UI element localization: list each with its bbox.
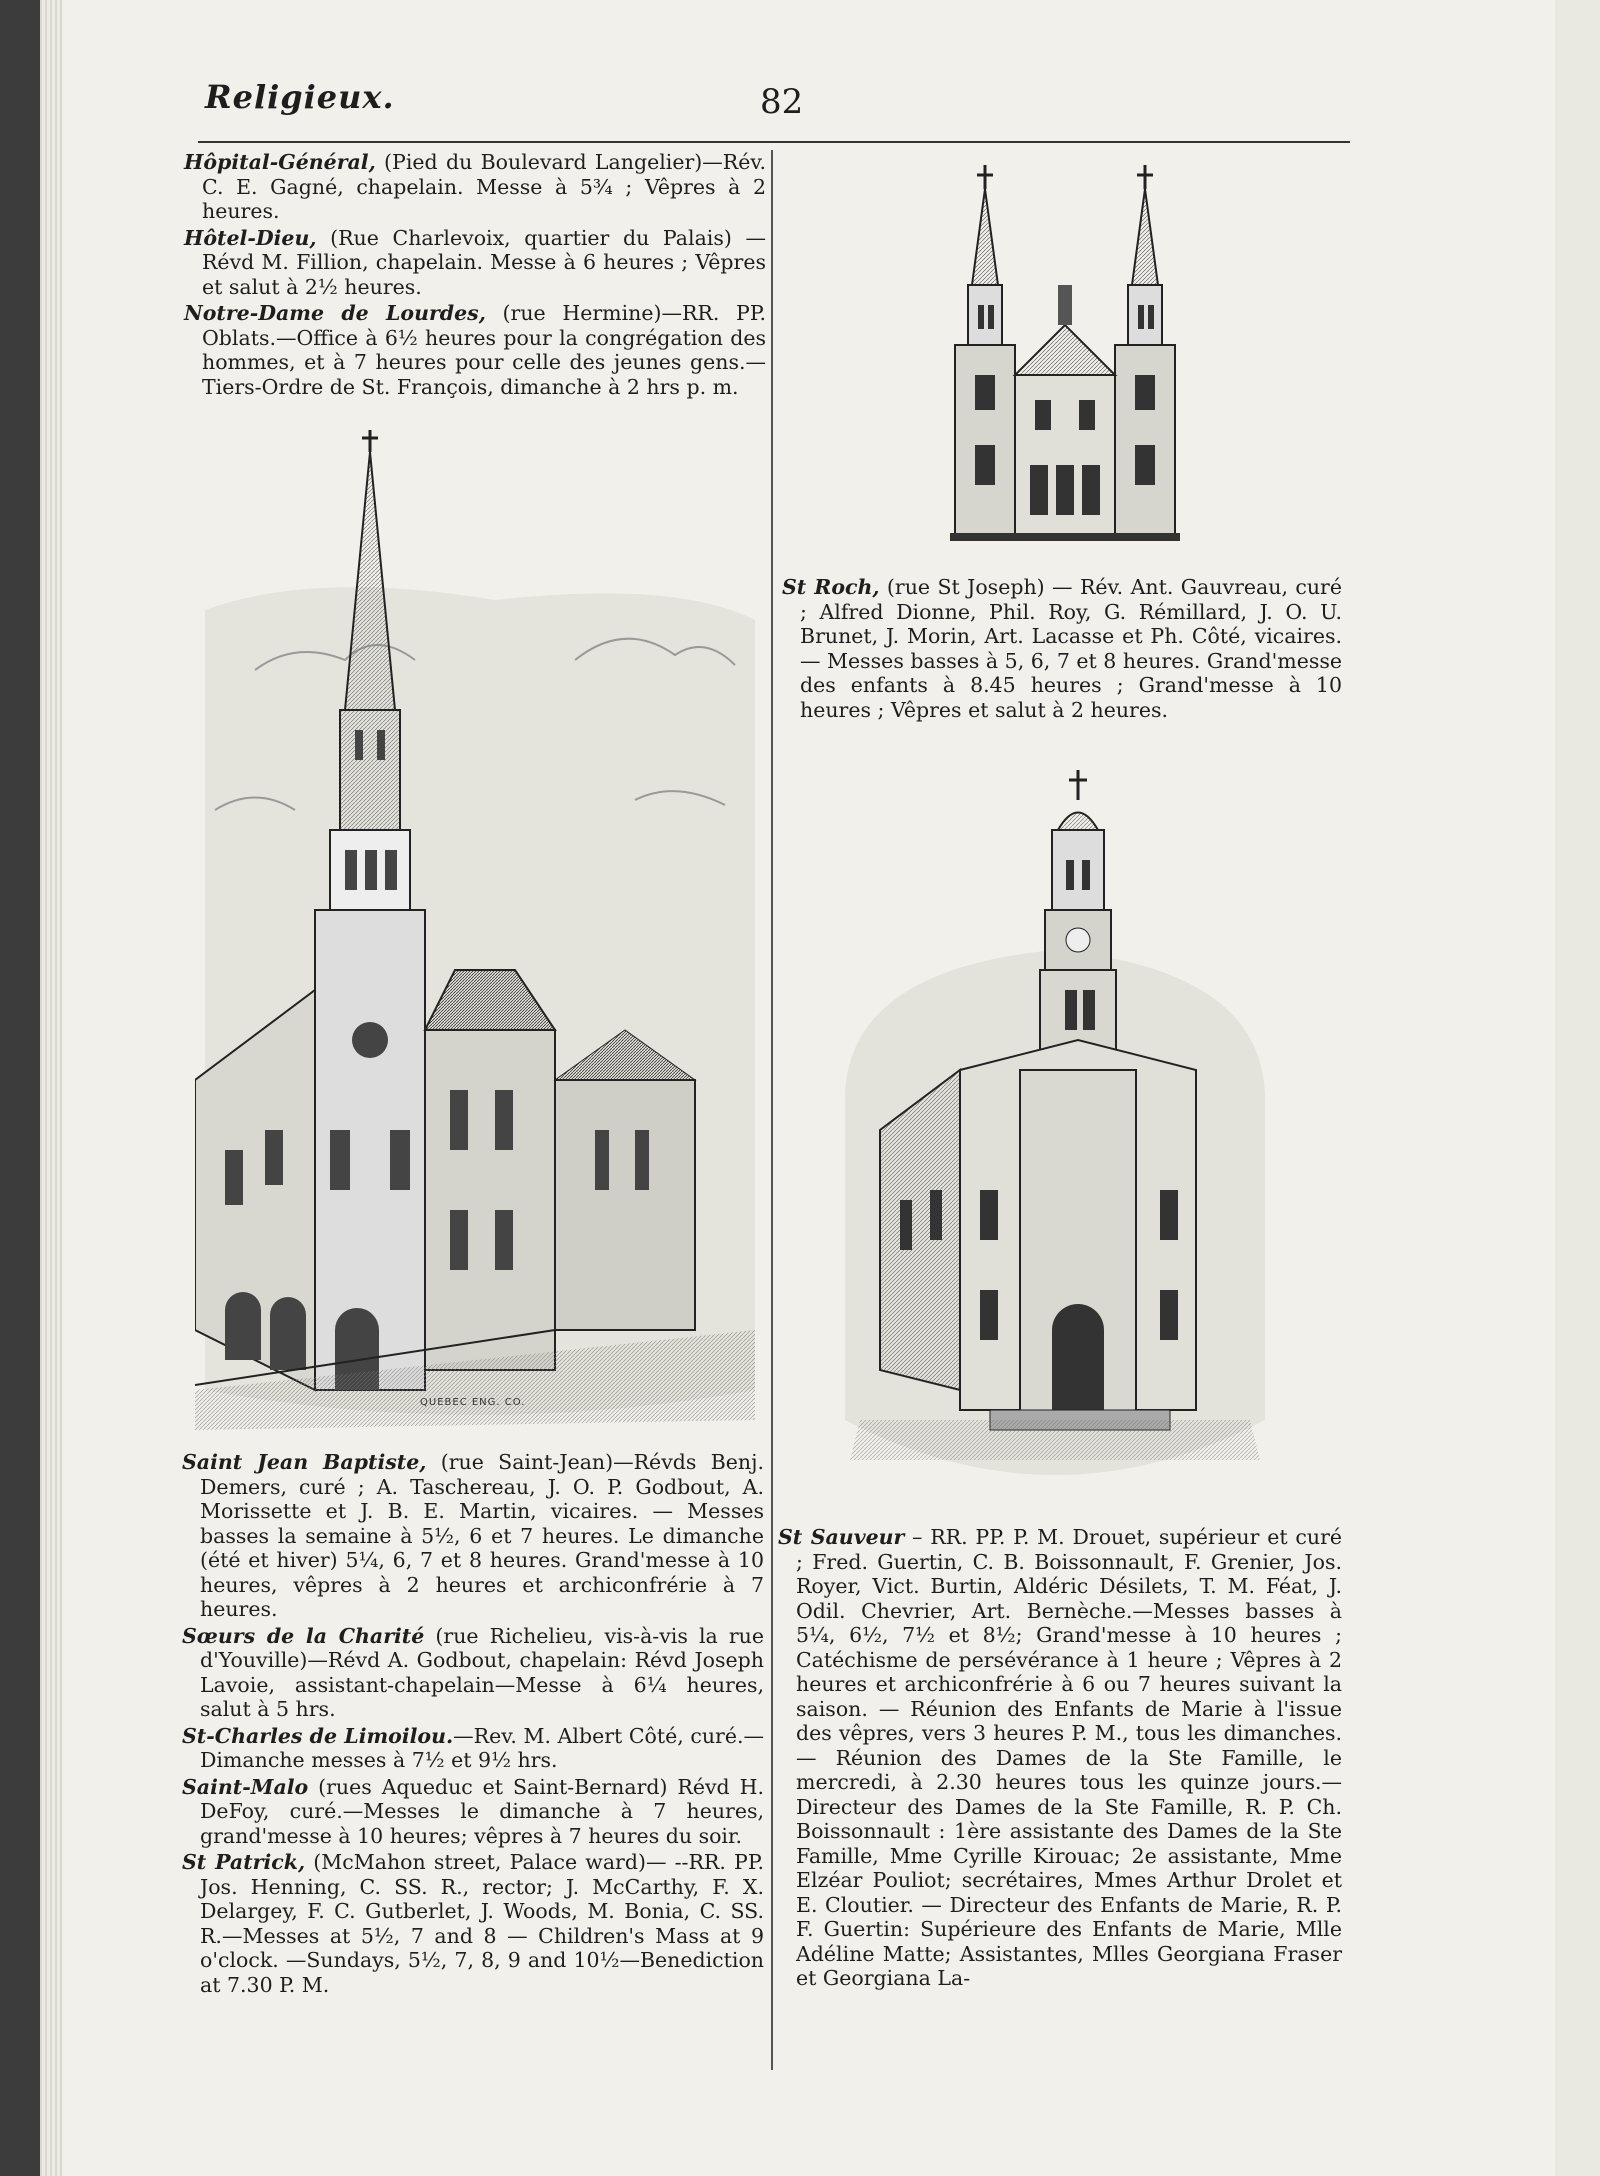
entry-saint-malo [182,1775,764,1849]
entry-text: (rue St Joseph) — Rév. Ant. Gauvreau, curé ; Alfred Dionne, Phil. Roy, G. Rémillard, J. O. U. Brunet, J. Morin, Art. Lacasse et Ph. Côté, vicaires. — Messes basses à 5, 6, 7 et 8 heures. Grand'messe des enfants à 8.45 heures ; Grand'messe à 10 heures ; Vêpres et salut à 2 heures. [800,575,1342,722]
entry-name: Saint Jean Baptiste, [182,1450,427,1474]
entry-text: —Rev. M. Albert Côté, curé.—Dimanche messes à 7½ et 9½ hrs. [200,1723,764,1772]
column-bottom-left [182,1450,764,1999]
entry-text: (rue Richelieu, vis-à-vis la rue d'Youville)—Révd A. Godbout, chapelain: Révd Joseph Lavoie, assistant-chapelain—Messe à 6¼ heures, salut à 5 hrs. [200,1623,764,1721]
entry-st-roch [782,575,1342,722]
entry-text: (rue Hermine)—RR. PP. Oblats.—Office à 6½ heures pour la congrégation des hommes, et à 7 heures pour celle des jeunes gens.—Tiers-Ordre de St. François, dimanche à 2 hrs p. m. [202,301,767,399]
entry-name: Saint-Malo [182,1774,309,1799]
entry-hotel-dieu [184,226,766,300]
st-sauveur-church-illustration [840,770,1270,1510]
column-divider [771,150,773,2070]
st-roch-church-illustration [930,165,1215,545]
page-margin-strip [1555,0,1600,2176]
entry-saint-jean-baptiste [182,1450,764,1622]
entry-soeurs-de-la-charite [182,1624,764,1722]
entry-st-sauveur [778,1525,1342,1991]
entry-text: (Pied du Boulevard Langelier)—Rév. C. E. Gagné, chapelain. Messe à 5¾ ; Vêpres à 2 heures. [202,150,766,223]
entry-name: Notre-Dame de Lourdes, [184,301,486,325]
entry-text: (rues Aqueduc et Saint-Bernard) Révd H. DeFoy, curé.—Messes le dimanche à 7 heures, grand'messe à 10 heures; vêpres à 7 heures du soir. [200,1774,764,1848]
entry-text: (rue Saint-Jean)—Révds Benj. Demers, curé ; A. Taschereau, J. O. P. Godbout, A. Morissette et J. B. E. Martin, vicaires. — Messes basses la semaine à 5½, 6 et 7 heures. Le dimanche (été et hiver) 5¼, 6, 7 et 8 heures. Grand'messe à 10 heures, vêpres à 2 heures et archiconfrérie à 7 heures. [200,1450,764,1621]
entry-text: (McMahon street, Palace ward)— --RR. PP. Jos. Henning, C. SS. R., rector; J. McCarthy, F. X. Delargey, F. C. Gutberlet, J. Woods, M. Bonia, C. SS. R.—Messes at 5½, 7 and 8 — Children's Mass at 9 o'clock. —Sundays, 5½, 7, 8, 9 and 10½—Benediction at 7.30 P. M. [200,1850,764,1997]
entry-name: St Sauveur [778,1525,905,1549]
saint-jean-baptiste-church-illustration [195,430,765,1440]
entry-notre-dame-de-lourdes [184,301,766,399]
entry-hopital-general [184,150,766,224]
column-top-left [184,150,766,401]
entry-name: St-Charles de Limoilou. [182,1723,454,1748]
engraver-credit: QUEBEC ENG. CO. [420,1397,526,1408]
column-top-right [782,575,1342,724]
entry-name: St Roch, [782,575,880,599]
entry-text: (Rue Charlevoix, quartier du Palais) — Révd M. Fillion, chapelain. Messe à 6 heures ; Vêpres et salut à 2½ heures. [202,225,766,299]
entry-text: – RR. PP. P. M. Drouet, supérieur et curé ; Fred. Guertin, C. B. Boissonnault, F. Grenier, Jos. Royer, Vict. Burtin, Aldéric Désilets, T. M. Féat, J. Odil. Chevrier, Art. Bernèche.—Messes basses à 5¼, 6½, 7½ et 8½; Grand'messe à 10 heures ; Catéchisme de persévérance à 1 heure ; Vêpres à 2 heures et archiconfrérie à 6 ou 7 heures suivant la saison. — Réunion des Enfants de Marie à l'issue des vêpres, vers 3 heures P. M., tous les dimanches.— Réunion des Dames de la Ste Famille, le mercredi, à 2.30 heures tous les quinze jours.— Directeur des Dames de la Ste Famille, R. P. Ch. Boissonnault : 1ère assistante des Dames de la Ste Famille, Mme Cyrille Kirouac; 2e assistante, Mme Elzéar Pouliot; secrétaires, Mmes Arthur Drolet et E. Cloutier. — Directeur des Enfants de Marie, R. P. F. Guertin: Supérieure des Enfants de Marie, Mlle Adéline Matte; Assistantes, Mlles Georgiana Fraser et Georgiana La- [796,1525,1343,1990]
entry-name: Hôpital-Général, [184,150,376,174]
entry-name: Hôtel-Dieu, [184,225,317,250]
page-edge-stack [40,0,62,2176]
entry-name: St Patrick, [182,1850,306,1874]
entry-st-charles-de-limoilou [182,1724,764,1773]
section-title: Religieux. [205,78,395,116]
column-bottom-right [778,1525,1342,1993]
entry-st-patrick [182,1850,764,1997]
page-number: 82 [760,82,804,122]
header-rule [198,141,1350,143]
entry-name: Sœurs de la Charité [182,1623,425,1648]
